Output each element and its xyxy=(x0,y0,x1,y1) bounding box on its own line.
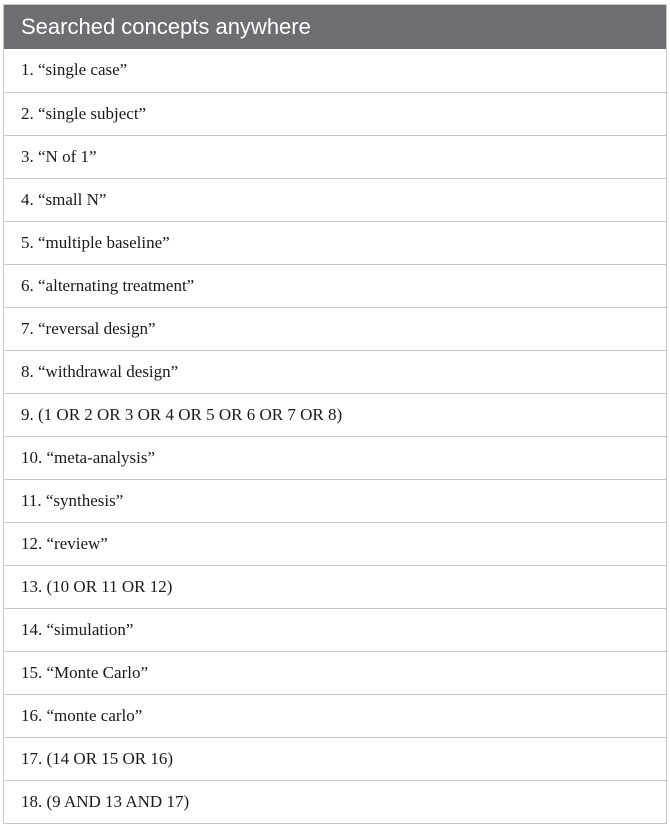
table-row: 15. “Monte Carlo” xyxy=(4,651,666,694)
table-body xyxy=(4,49,666,823)
table-row: 7. “reversal design” xyxy=(4,307,666,350)
table-row: 3. “N of 1” xyxy=(4,135,666,178)
table-row: 5. “multiple baseline” xyxy=(4,221,666,264)
table-row: 4. “small N” xyxy=(4,178,666,221)
table-row: 13. (10 OR 11 OR 12) xyxy=(4,565,666,608)
table-row: 6. “alternating treatment” xyxy=(4,264,666,307)
table-row: 1. “single case” xyxy=(4,49,666,92)
table-row: 2. “single subject” xyxy=(4,92,666,135)
table-row: 14. “simulation” xyxy=(4,608,666,651)
table-row: 10. “meta-analysis” xyxy=(4,436,666,479)
search-concepts-table xyxy=(3,4,667,824)
table-row: 18. (9 AND 13 AND 17) xyxy=(4,780,666,823)
table-row: 8. “withdrawal design” xyxy=(4,350,666,393)
table-row: 11. “synthesis” xyxy=(4,479,666,522)
table-header: Searched concepts anywhere xyxy=(4,5,666,49)
table-row: 9. (1 OR 2 OR 3 OR 4 OR 5 OR 6 OR 7 OR 8) xyxy=(4,393,666,436)
table-row: 16. “monte carlo” xyxy=(4,694,666,737)
table-row: 17. (14 OR 15 OR 16) xyxy=(4,737,666,780)
table-row: 12. “review” xyxy=(4,522,666,565)
